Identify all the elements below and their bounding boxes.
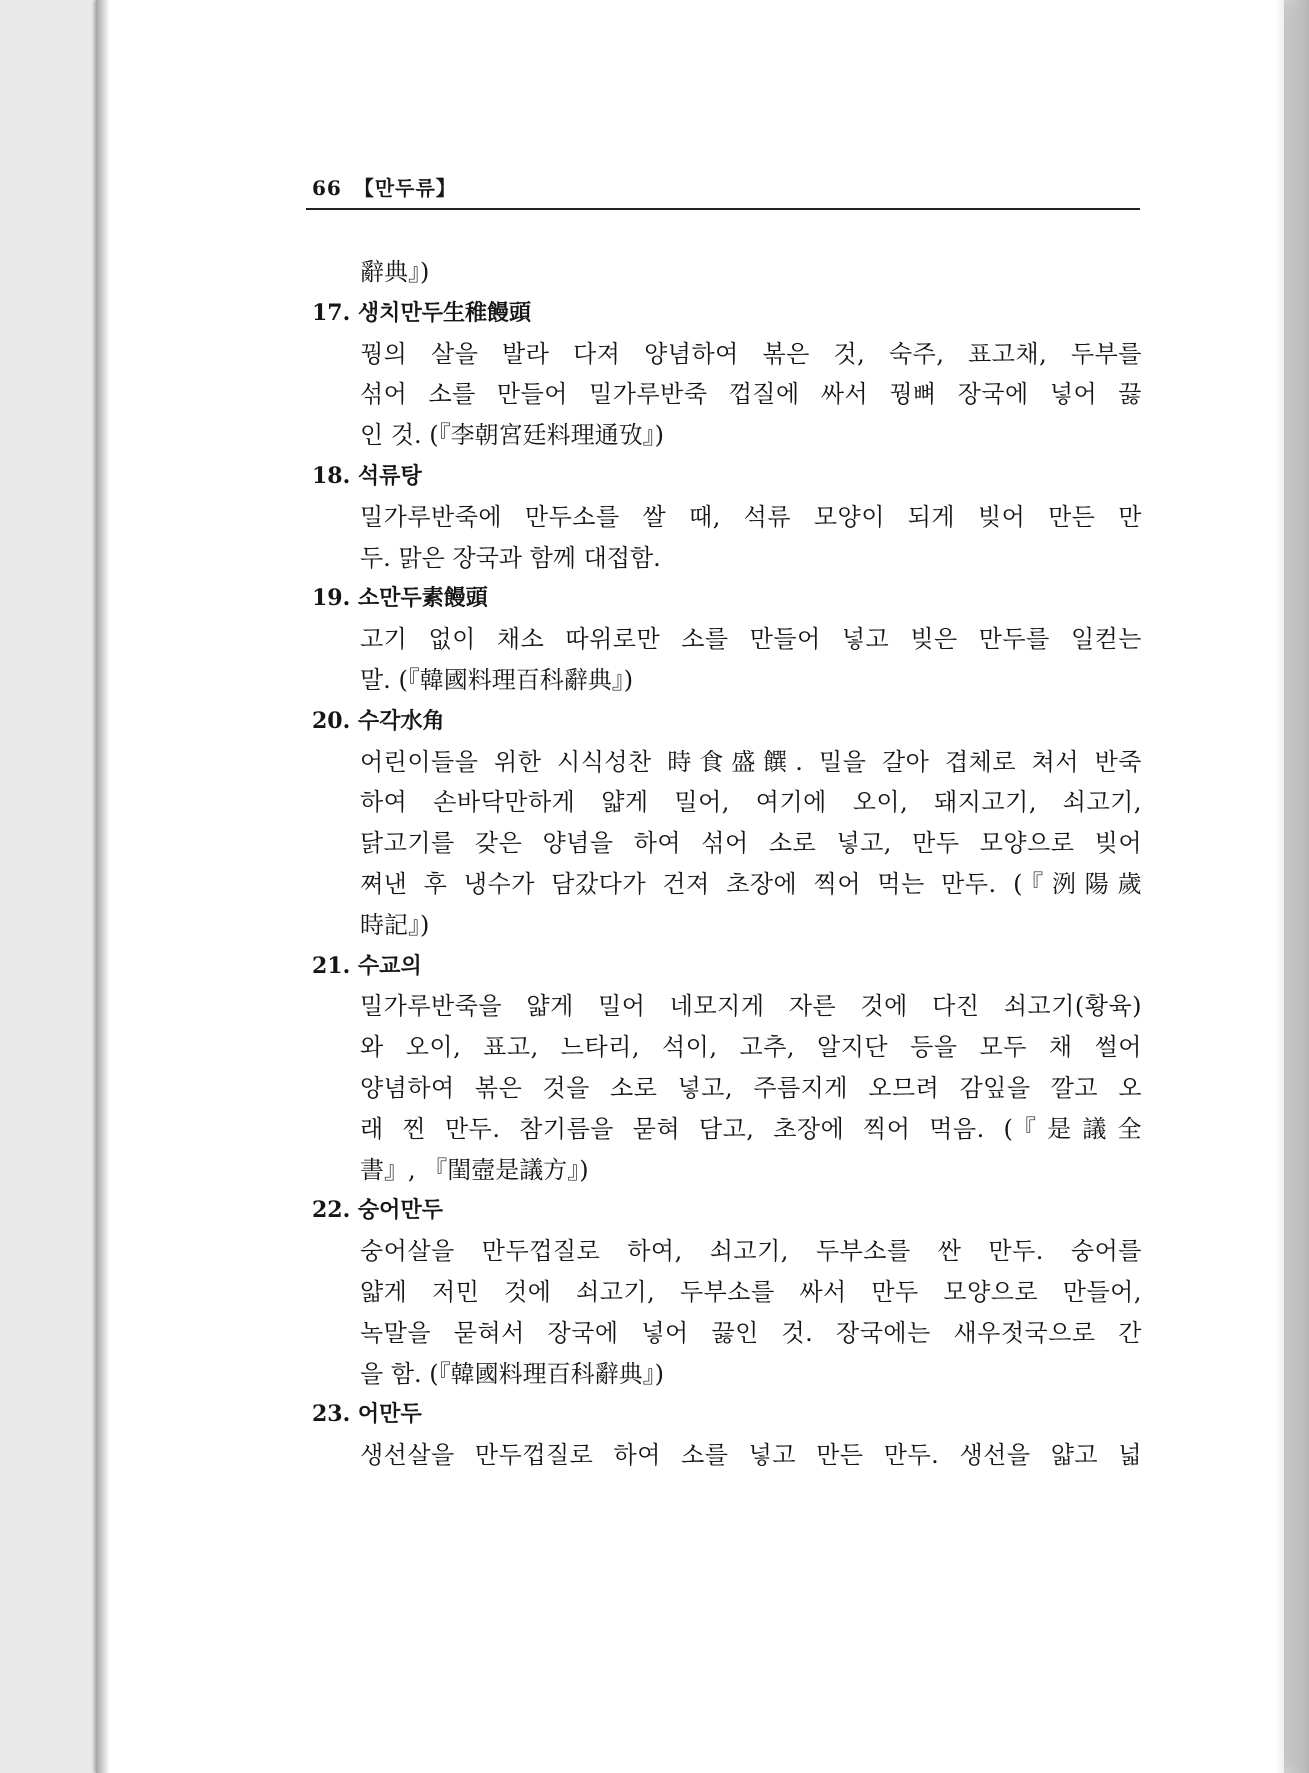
body-text-line: 닭고기를 갖은 양념을 하여 섞어 소로 넣고, 만두 모양으로 빚어 [360,829,1142,858]
body-text-line: 녹말을 묻혀서 장국에 넣어 끓인 것. 장국에는 새우젓국으로 간 [360,1318,1142,1347]
body-text-line: 밀가루반죽에 만두소를 쌀 때, 석류 모양이 되게 빚어 만든 만 [360,502,1142,531]
body-text-line: 辭典』) [360,258,430,286]
entry-heading: 19. 소만두素饅頭 [312,585,488,612]
body-text-line: 생선살을 만두껍질로 하여 소를 넣고 만든 만두. 생선을 얇고 넓 [360,1441,1142,1470]
body-text-line: 時記』) [360,910,430,939]
body-text-line: 래 찐 만두. 참기름을 묻혀 담고, 초장에 찍어 먹음. (『是議全 [360,1114,1142,1143]
body-text-line: 書』, 『閨壼是議方』) [360,1155,589,1184]
body-text-line: 꿩의 살을 발라 다져 양념하여 볶은 것, 숙주, 표고채, 두부를 [360,339,1142,368]
body-text-line: 양념하여 볶은 것을 소로 넣고, 주름지게 오므려 감잎을 깔고 오 [360,1074,1142,1102]
running-head [312,172,469,201]
body-text-line: 섞어 소를 만들어 밀가루반죽 껍질에 싸서 꿩뼈 장국에 넣어 끓 [360,380,1142,409]
body-text-line: 두. 맑은 장국과 함께 대접함. [360,543,661,572]
body-text-line: 고기 없이 채소 따위로만 소를 만들어 넣고 빚은 만두를 일컫는 [360,625,1142,654]
entry-heading: 22. 숭어만두 [312,1197,443,1224]
header-rule [306,208,1140,210]
body-text-line: 얇게 저민 것에 쇠고기, 두부소를 싸서 만두 모양으로 만들어, [360,1278,1142,1306]
page-number: 66 [312,176,342,200]
body-text-line: 밀가루반죽을 얇게 밀어 네모지게 자른 것에 다진 쇠고기(황육) [360,992,1142,1021]
body-text-line: 말. (『韓國料理百科辭典』) [360,666,634,694]
body-text-line: 숭어살을 만두껍질로 하여, 쇠고기, 두부소를 싼 만두. 숭어를 [360,1237,1142,1266]
section-title: 【만두류】 [353,176,457,200]
entry-heading: 21. 수교의 [312,952,422,979]
body-text-line: 어린이들을 위한 시식성찬 時食盛饌. 밀을 갈아 겹체로 쳐서 반죽 [360,747,1142,776]
body-text-line: 쪄낸 후 냉수가 담갔다가 건져 초장에 찍어 먹는 만두. (『洌陽歲 [360,870,1142,898]
body-text-line: 와 오이, 표고, 느타리, 석이, 고추, 알지단 등을 모두 채 썰어 [360,1033,1142,1062]
entry-heading: 18. 석류탕 [312,463,422,489]
entry-heading: 23. 어만두 [312,1401,422,1428]
page-edge-shadow [1275,0,1309,1773]
body-text-line: 을 함. (『韓國料理百科辭典』) [360,1359,664,1388]
body-text-line: 인 것. (『李朝宮廷料理通攷』) [360,421,664,450]
body-text-line: 하여 손바닥만하게 얇게 밀어, 여기에 오이, 돼지고기, 쇠고기, [360,788,1142,817]
entry-heading: 17. 생치만두生稚饅頭 [312,299,531,326]
entry-heading: 20. 수각水角 [312,707,445,734]
page-spine-shadow [96,0,110,1773]
